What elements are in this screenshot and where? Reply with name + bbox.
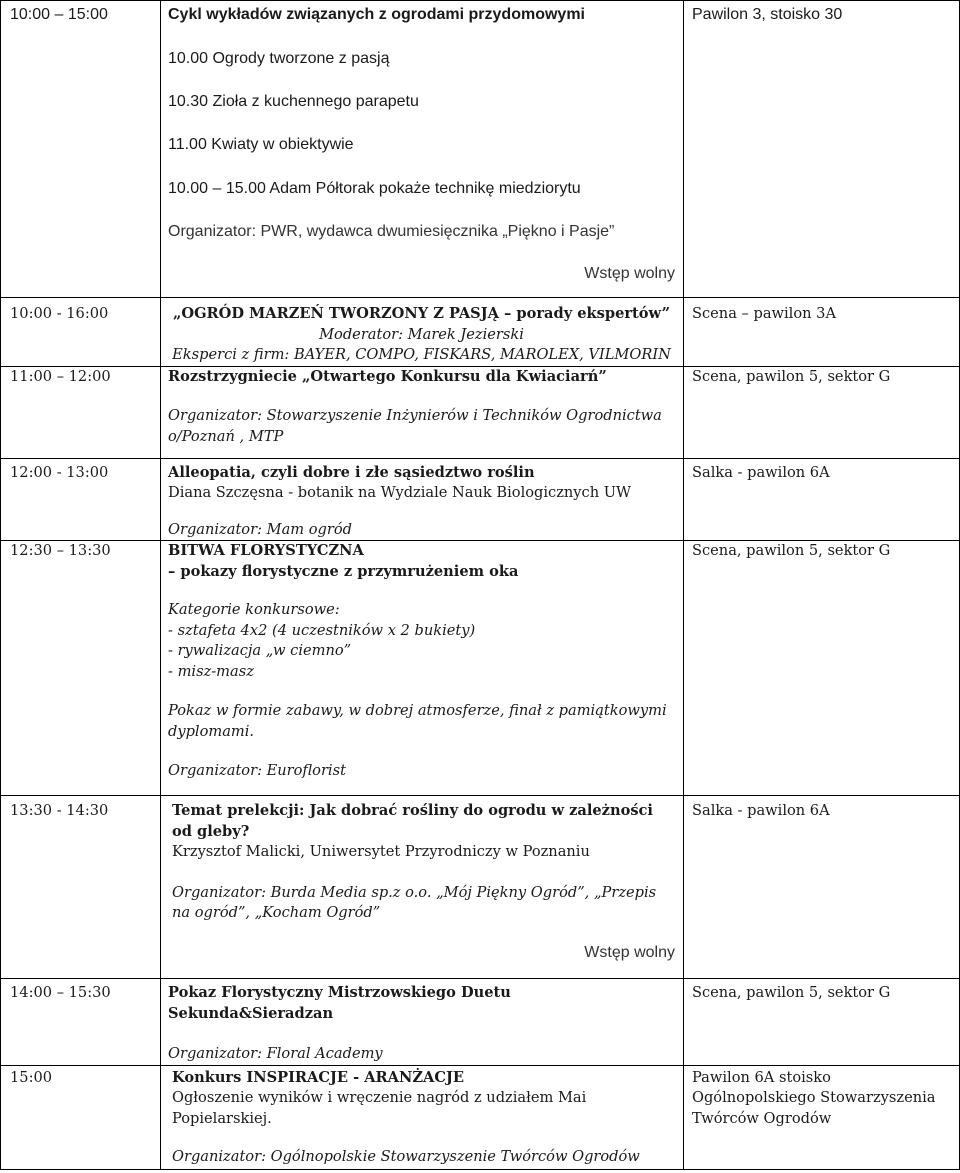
speaker-text: Krzysztof Malicki, Uniwersytet Przyrodniczy w Poznaniu [172, 843, 590, 860]
category-item: - sztafeta 4x2 (4 uczestników x 2 bukiety) [168, 621, 476, 639]
place-text: Scena, pawilon 5, sektor G [692, 367, 891, 385]
time-cell [1, 1, 161, 298]
table-row [1, 979, 960, 1066]
table-row [1, 541, 960, 796]
organizer-text: Organizator: Burda Media sp.z o.o. „Mój Piękny Ogród”, „Przepis na ogród”, „Kocham Ogród” [172, 883, 657, 921]
time-cell [1, 366, 161, 458]
event-title: Rozstrzygniecie „Otwartego Konkursu dla Kwiaciarń” [168, 367, 607, 385]
organizer-text: Organizator: PWR, wydawca dwumiesięcznika „Piękno i Pasje” [168, 223, 615, 240]
time-text: 10:00 - 16:00 [10, 305, 109, 322]
place-cell [684, 1, 960, 298]
time-cell [1, 1065, 161, 1169]
lecture-item: 10.00 – 15.00 Adam Półtorak pokaże technikę miedziorytu [168, 180, 581, 197]
time-cell [1, 796, 161, 979]
lecture-item: 11.00 Kwiaty w obiektywie [168, 136, 354, 153]
time-text: 14:00 – 15:30 [10, 984, 111, 1001]
place-text: Scena – pawilon 3A [692, 305, 836, 322]
event-title: Konkurs INSPIRACJE - ARANŻACJE [172, 1068, 464, 1086]
moderator-text: Moderator: Marek Jezierski [319, 325, 524, 343]
time-text: 15:00 [10, 1068, 53, 1086]
table-row [1, 796, 960, 979]
entry-note: Wstęp wolny [584, 265, 675, 282]
event-title: BITWA FLORYSTYCZNA [168, 542, 364, 559]
table-row [1, 1, 960, 298]
table-row [1, 1065, 960, 1169]
table-row [1, 366, 960, 458]
place-cell [684, 366, 960, 458]
time-text: 11:00 – 12:00 [10, 367, 111, 385]
lecture-item: 10.00 Ogrody tworzone z pasją [168, 50, 390, 67]
event-cell [161, 979, 684, 1066]
event-cell [161, 541, 684, 796]
event-cell [161, 458, 684, 541]
place-cell [684, 979, 960, 1066]
place-text: Salka - pawilon 6A [692, 463, 830, 481]
description-text: Pokaz w formie zabawy, w dobrej atmosferze, finał z pamiątkowymi dyplomami. [168, 702, 667, 740]
category-item: - rywalizacja „w ciemno” [168, 642, 352, 659]
experts-text: Eksperci z firm: BAYER, COMPO, FISKARS, MAROLEX, VILMORIN [172, 346, 671, 363]
description-text: Ogłoszenie wyników i wręczenie nagród z udziałem Mai Popielarskiej. [172, 1089, 587, 1127]
organizer-text: Organizator: Mam ogród [168, 520, 352, 538]
event-cell [161, 1, 684, 298]
category-item: - misz-masz [168, 662, 254, 680]
time-cell [1, 458, 161, 541]
categories-label: Kategorie konkursowe: [168, 601, 340, 618]
lecture-item: 10.30 Zioła z kuchennego parapetu [168, 93, 419, 110]
organizer-text: Organizator: Stowarzyszenie Inżynierów i Techników Ogrodnictwa o/Poznań , MTP [168, 407, 662, 445]
organizer-text: Organizator: Floral Academy [168, 1045, 383, 1062]
time-cell [1, 298, 161, 367]
time-text: 13:30 - 14:30 [10, 802, 109, 819]
table-row [1, 298, 960, 367]
time-text: 12:00 - 13:00 [10, 463, 109, 481]
event-title: Temat prelekcji: Jak dobrać rośliny do ogrodu w zależności od gleby? [172, 802, 653, 840]
entry-note: Wstęp wolny [584, 943, 675, 961]
speaker-text: Diana Szczęsna - botanik na Wydziale Nauk Biologicznych UW [168, 484, 632, 501]
event-title: „OGRÓD MARZEŃ TWORZONY Z PASJĄ – porady ekspertów” [172, 305, 671, 322]
place-cell [684, 1065, 960, 1169]
time-text: 12:30 – 13:30 [10, 542, 111, 559]
event-cell [161, 366, 684, 458]
table-row [1, 458, 960, 541]
event-subtitle: – pokazy florystyczne z przymrużeniem oka [168, 562, 519, 580]
place-cell [684, 298, 960, 367]
place-cell [684, 458, 960, 541]
organizer-text: Organizator: Ogólnopolskie Stowarzyszenie Twórców Ogrodów [172, 1148, 640, 1165]
place-text: Pawilon 6A stoisko Ogólnopolskiego Stowarzyszenia Twórców Ogrodów [692, 1068, 936, 1127]
place-text: Scena, pawilon 5, sektor G [692, 984, 891, 1001]
event-title: Alleopatia, czyli dobre i złe sąsiedztwo roślin [168, 463, 535, 481]
place-text: Scena, pawilon 5, sektor G [692, 542, 891, 559]
event-title: Cykl wykładów związanych z ogrodami przydomowymi [168, 6, 585, 23]
time-text: 10:00 – 15:00 [10, 6, 108, 23]
place-cell [684, 796, 960, 979]
place-cell [684, 541, 960, 796]
event-cell [161, 1065, 684, 1169]
event-title: Pokaz Florystyczny Mistrzowskiego Duetu Sekunda&Sieradzan [168, 984, 511, 1022]
time-cell [1, 979, 161, 1066]
organizer-text: Organizator: Euroflorist [168, 762, 346, 779]
event-cell [161, 796, 684, 979]
place-text: Salka - pawilon 6A [692, 802, 830, 819]
place-text: Pawilon 3, stoisko 30 [692, 6, 843, 23]
event-cell [161, 298, 684, 367]
time-cell [1, 541, 161, 796]
